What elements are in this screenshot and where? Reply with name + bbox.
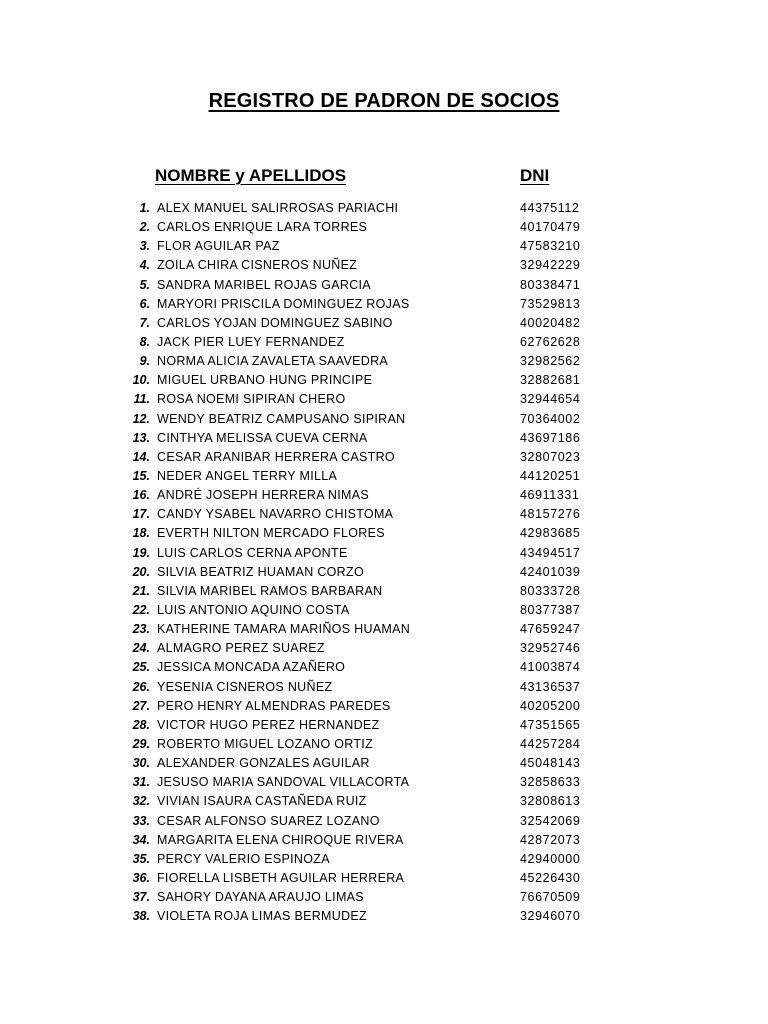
member-dni: 47351565 xyxy=(520,717,581,732)
list-item xyxy=(0,199,768,218)
member-dni: 42940000 xyxy=(520,851,581,866)
member-dni: 32808613 xyxy=(520,794,581,809)
list-item xyxy=(0,371,768,390)
member-name: EVERTH NILTON MERCADO FLORES xyxy=(157,526,385,541)
member-number: 12. xyxy=(132,411,150,426)
member-name: CANDY YSABEL NAVARRO CHISTOMA xyxy=(157,507,394,522)
list-item xyxy=(0,486,768,505)
member-dni: 80333728 xyxy=(520,583,581,598)
list-item xyxy=(0,907,768,926)
member-number: 18. xyxy=(132,526,150,541)
member-number: 24. xyxy=(132,641,150,656)
member-name: LUIS ANTONIO AQUINO COSTA xyxy=(157,602,350,617)
list-item xyxy=(0,505,768,524)
member-dni: 45048143 xyxy=(520,756,581,771)
list-item xyxy=(0,639,768,658)
member-number: 19. xyxy=(132,545,150,560)
member-number: 38. xyxy=(132,909,150,924)
member-dni: 42983685 xyxy=(520,526,581,541)
list-item xyxy=(0,544,768,563)
member-dni: 32807023 xyxy=(520,449,581,464)
list-item xyxy=(0,678,768,697)
member-name: PERO HENRY ALMENDRAS PAREDES xyxy=(157,698,391,713)
member-number: 3. xyxy=(139,239,150,254)
member-dni: 73529813 xyxy=(520,296,581,311)
list-item xyxy=(0,467,768,486)
member-dni: 42872073 xyxy=(520,832,581,847)
member-number: 25. xyxy=(132,660,150,675)
list-item xyxy=(0,869,768,888)
list-item xyxy=(0,237,768,256)
list-item xyxy=(0,792,768,811)
member-dni: 40020482 xyxy=(520,315,581,330)
member-name: YESENIA CISNEROS NUÑEZ xyxy=(157,679,333,694)
member-name: JESSICA MONCADA AZAÑERO xyxy=(157,660,346,675)
member-name: SAHORY DAYANA ARAUJO LIMAS xyxy=(157,890,364,905)
member-name: VIOLETA ROJA LIMAS BERMUDEZ xyxy=(157,909,367,924)
member-number: 23. xyxy=(132,622,150,637)
member-name: PERCY VALERIO ESPINOZA xyxy=(157,851,330,866)
member-name: WENDY BEATRIZ CAMPUSANO SIPIRAN xyxy=(157,411,406,426)
member-name: ZOILA CHIRA CISNEROS NUÑEZ xyxy=(157,258,358,273)
member-name: SANDRA MARIBEL ROJAS GARCIA xyxy=(157,277,371,292)
member-number: 7. xyxy=(139,315,150,330)
list-item xyxy=(0,390,768,409)
member-number: 37. xyxy=(132,890,150,905)
list-item xyxy=(0,276,768,295)
member-dni: 76670509 xyxy=(520,890,581,905)
member-dni: 46911331 xyxy=(520,488,580,503)
member-name: NORMA ALICIA ZAVALETA SAAVEDRA xyxy=(157,354,389,369)
member-dni: 62762628 xyxy=(520,334,581,349)
list-item xyxy=(0,754,768,773)
list-item xyxy=(0,256,768,275)
list-item xyxy=(0,735,768,754)
list-item xyxy=(0,850,768,869)
member-dni: 32946070 xyxy=(520,909,581,924)
member-number: 9. xyxy=(139,354,150,369)
member-number: 20. xyxy=(132,564,150,579)
member-list xyxy=(0,199,768,926)
member-number: 32. xyxy=(132,794,150,809)
member-name: VICTOR HUGO PEREZ HERNANDEZ xyxy=(157,717,380,732)
member-dni: 44257284 xyxy=(520,736,581,751)
member-number: 2. xyxy=(139,220,150,235)
member-dni: 48157276 xyxy=(520,507,581,522)
list-item xyxy=(0,448,768,467)
member-number: 26. xyxy=(132,679,150,694)
member-number: 21. xyxy=(132,583,150,598)
member-number: 10. xyxy=(132,373,150,388)
list-item xyxy=(0,601,768,620)
member-number: 6. xyxy=(139,296,150,311)
member-name: JACK PIER LUEY FERNANDEZ xyxy=(157,334,345,349)
list-item xyxy=(0,697,768,716)
member-name: VIVIAN ISAURA CASTAÑEDA RUIZ xyxy=(157,794,367,809)
member-dni: 45226430 xyxy=(520,870,581,885)
member-number: 11. xyxy=(133,392,150,407)
list-item xyxy=(0,658,768,677)
member-name: ALEX MANUEL SALIRROSAS PARIACHI xyxy=(157,201,399,215)
member-dni: 43136537 xyxy=(520,679,581,694)
list-item xyxy=(0,773,768,792)
list-item xyxy=(0,218,768,237)
member-name: CINTHYA MELISSA CUEVA CERNA xyxy=(157,430,368,445)
page-title: REGISTRO DE PADRON DE SOCIOS xyxy=(208,90,560,112)
list-item xyxy=(0,429,768,448)
list-item xyxy=(0,620,768,639)
member-name: CESAR ALFONSO SUAREZ LOZANO xyxy=(157,813,380,828)
member-number: 1. xyxy=(139,201,150,215)
member-dni: 43697186 xyxy=(520,430,581,445)
list-item xyxy=(0,716,768,735)
member-dni: 32942229 xyxy=(520,258,581,273)
member-name: FIORELLA LISBETH AGUILAR HERRERA xyxy=(157,870,405,885)
list-item xyxy=(0,563,768,582)
member-number: 15. xyxy=(132,468,150,483)
member-dni: 32542069 xyxy=(520,813,581,828)
member-number: 28. xyxy=(132,717,150,732)
member-number: 27. xyxy=(132,698,150,713)
member-name: KATHERINE TAMARA MARIÑOS HUAMAN xyxy=(157,622,411,637)
member-dni: 32882681 xyxy=(520,373,581,388)
member-dni: 40205200 xyxy=(520,698,581,713)
member-name: CESAR ARANIBAR HERRERA CASTRO xyxy=(157,449,395,464)
member-number: 4. xyxy=(139,258,150,273)
member-number: 22. xyxy=(132,602,150,617)
member-dni: 42401039 xyxy=(520,564,581,579)
member-name: MARYORI PRISCILA DOMINGUEZ ROJAS xyxy=(157,296,410,311)
member-name: ALEXANDER GONZALES AGUILAR xyxy=(157,756,370,771)
member-name: NEDER ANGEL TERRY MILLA xyxy=(157,468,338,483)
member-dni: 80338471 xyxy=(520,277,581,292)
member-number: 35. xyxy=(132,851,150,866)
member-number: 14. xyxy=(132,449,150,464)
column-header-dni: DNI xyxy=(520,166,550,185)
list-item xyxy=(0,410,768,429)
member-number: 36. xyxy=(132,870,150,885)
member-number: 30. xyxy=(132,756,150,771)
member-dni: 43494517 xyxy=(520,545,581,560)
member-number: 31. xyxy=(132,775,150,790)
member-number: 33. xyxy=(132,813,150,828)
list-item xyxy=(0,314,768,333)
member-name: CARLOS YOJAN DOMINGUEZ SABINO xyxy=(157,315,393,330)
member-dni: 47583210 xyxy=(520,239,581,254)
list-item xyxy=(0,333,768,352)
member-number: 13. xyxy=(132,430,150,445)
member-name: SILVIA MARIBEL RAMOS BARBARAN xyxy=(157,583,383,598)
list-item xyxy=(0,524,768,543)
member-dni: 32982562 xyxy=(520,354,581,369)
list-item xyxy=(0,295,768,314)
member-number: 8. xyxy=(139,334,150,349)
member-name: CARLOS ENRIQUE LARA TORRES xyxy=(157,220,368,235)
member-name: MIGUEL URBANO HUNG PRINCIPE xyxy=(157,373,373,388)
member-name: FLOR AGUILAR PAZ xyxy=(157,239,280,254)
member-number: 34. xyxy=(132,832,150,847)
list-item xyxy=(0,888,768,907)
list-item xyxy=(0,812,768,831)
member-number: 5. xyxy=(139,277,150,292)
member-name: JESUSO MARIA SANDOVAL VILLACORTA xyxy=(157,775,410,790)
column-header-name: NOMBRE y APELLIDOS xyxy=(155,166,347,185)
member-number: 17. xyxy=(132,507,150,522)
member-dni: 44375112 xyxy=(520,201,580,215)
member-dni: 32858633 xyxy=(520,775,581,790)
member-dni: 47659247 xyxy=(520,622,581,637)
member-name: ROSA NOEMI SIPIRAN CHERO xyxy=(157,392,346,407)
member-name: SILVIA BEATRIZ HUAMAN CORZO xyxy=(157,564,364,579)
member-dni: 40170479 xyxy=(520,220,581,235)
member-dni: 41003874 xyxy=(520,660,581,675)
member-dni: 44120251 xyxy=(520,468,581,483)
member-number: 16. xyxy=(132,488,150,503)
member-number: 29. xyxy=(132,736,150,751)
member-dni: 32944654 xyxy=(520,392,581,407)
member-name: LUIS CARLOS CERNA APONTE xyxy=(157,545,348,560)
list-item xyxy=(0,582,768,601)
list-item xyxy=(0,352,768,371)
member-dni: 80377387 xyxy=(520,602,581,617)
member-dni: 32952746 xyxy=(520,641,581,656)
member-name: ROBERTO MIGUEL LOZANO ORTIZ xyxy=(157,736,374,751)
member-name: ALMAGRO PEREZ SUAREZ xyxy=(157,641,325,656)
member-name: MARGARITA ELENA CHIROQUE RIVERA xyxy=(157,832,404,847)
list-item xyxy=(0,831,768,850)
member-name: ANDRÉ JOSEPH HERRERA NIMAS xyxy=(157,488,370,503)
member-dni: 70364002 xyxy=(520,411,581,426)
